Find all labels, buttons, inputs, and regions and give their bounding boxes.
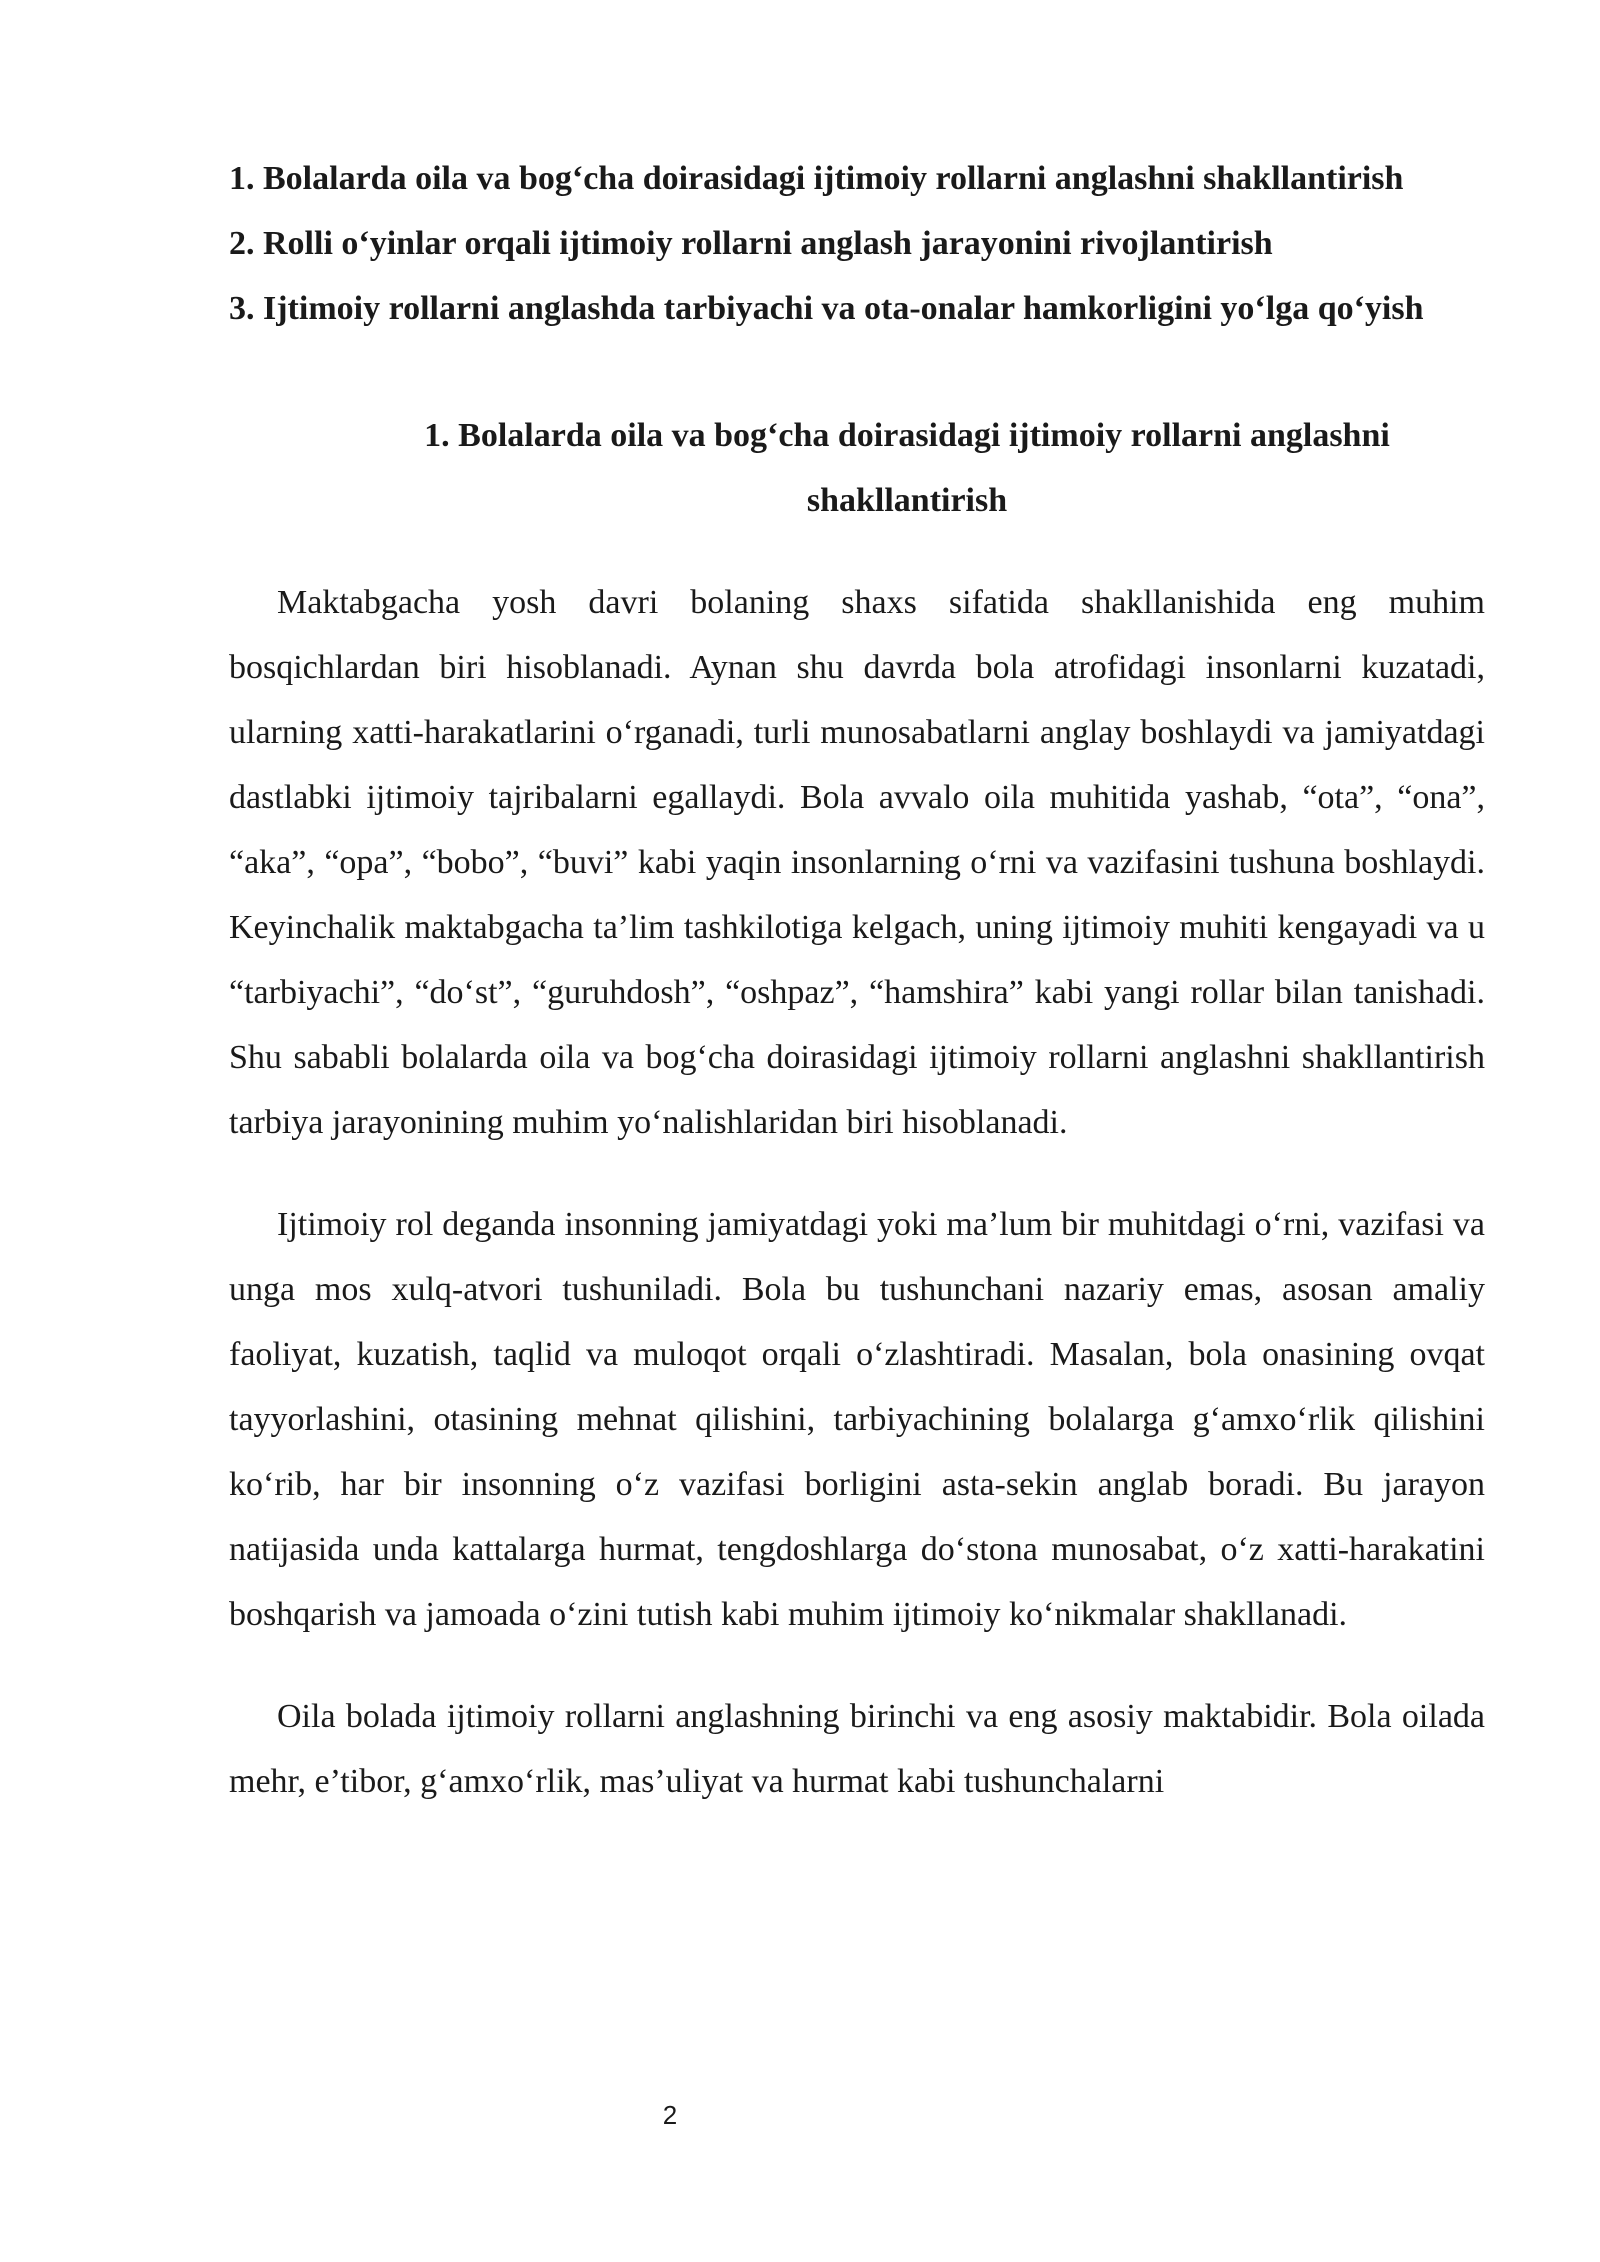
toc-item-1: 1. Bolalarda oila va bog‘cha doirasidagi ijtimoiy rollarni anglashni shakllantirish <box>229 160 1404 197</box>
paragraph-1: Maktabgacha yosh davri bolaning shaxs sifatida shakllanishida eng muhim bosqichlardan biri hisoblanadi. Aynan shu davrda bola atrofidagi insonlarni kuzatadi, ularning xatti-harakatlarini o‘rganadi, turli munosabatlarni anglay boshlaydi va jamiyatdagi dastlabki ijtimoiy tajribalarni egallaydi. Bola avvalo oila muhitida yashab, “ota”, “ona”, “aka”, “opa”, “bobo”, “buvi” kabi yaqin insonlarning o‘rni va vazifasini tushuna boshlaydi. Keyinchalik maktabgacha ta’lim tashkilotiga kelgach, uning ijtimoiy muhiti kengayadi va u “tarbiyachi”, “do‘st”, “guruhdosh”, “oshpaz”, “hamshira” kabi yangi rollar bilan tanishadi. Shu sababli bolalarda oila va bog‘cha doirasidagi ijtimoiy rollarni anglashni shakllantirish tarbiya jarayonining muhim yo‘nalishlaridan biri hisoblanadi. <box>229 584 1485 1141</box>
section-heading: 1. Bolalarda oila va bog‘cha doirasidagi ijtimoiy rollarni anglashni shakllantirish <box>424 417 1390 519</box>
paragraph-3: Oila bolada ijtimoiy rollarni anglashning birinchi va eng asosiy maktabidir. Bola oilada mehr, e’tibor, g‘amxo‘rlik, mas’uliyat va hurmat kabi tushunchalarni <box>229 1698 1485 1800</box>
paragraph-2: Ijtimoiy rol deganda insonning jamiyatdagi yoki ma’lum bir muhitdagi o‘rni, vazifasi va unga mos xulq-atvori tushuniladi. Bola bu tushunchani nazariy emas, asosan amaliy faoliyat, kuzatish, taqlid va muloqot orqali o‘zlashtiradi. Masalan, bola onasining ovqat tayyorlashini, otasining mehnat qilishini, tarbiyachining bolalarga g‘amxo‘rlik qilishini ko‘rib, har bir insonning o‘z vazifasi borligini asta-sekin anglab boradi. Bu jarayon natijasida unda kattalarga hurmat, tengdoshlarga do‘stona munosabat, o‘z xatti-harakatini boshqarish va jamoada o‘zini tutish kabi muhim ijtimoiy ko‘nikmalar shakllanadi. <box>229 1206 1485 1633</box>
section-body <box>229 570 1485 1814</box>
page-number: 2 <box>662 2100 678 2130</box>
toc-item-2: 2. Rolli o‘yinlar orqali ijtimoiy rollarni anglash jarayonini rivojlantirish <box>229 225 1273 262</box>
document-page <box>229 146 1485 1814</box>
toc-item-3: 3. Ijtimoiy rollarni anglashda tarbiyachi va ota-onalar hamkorligini yo‘lga qo‘yish <box>229 290 1424 327</box>
table-of-contents <box>229 146 1485 341</box>
